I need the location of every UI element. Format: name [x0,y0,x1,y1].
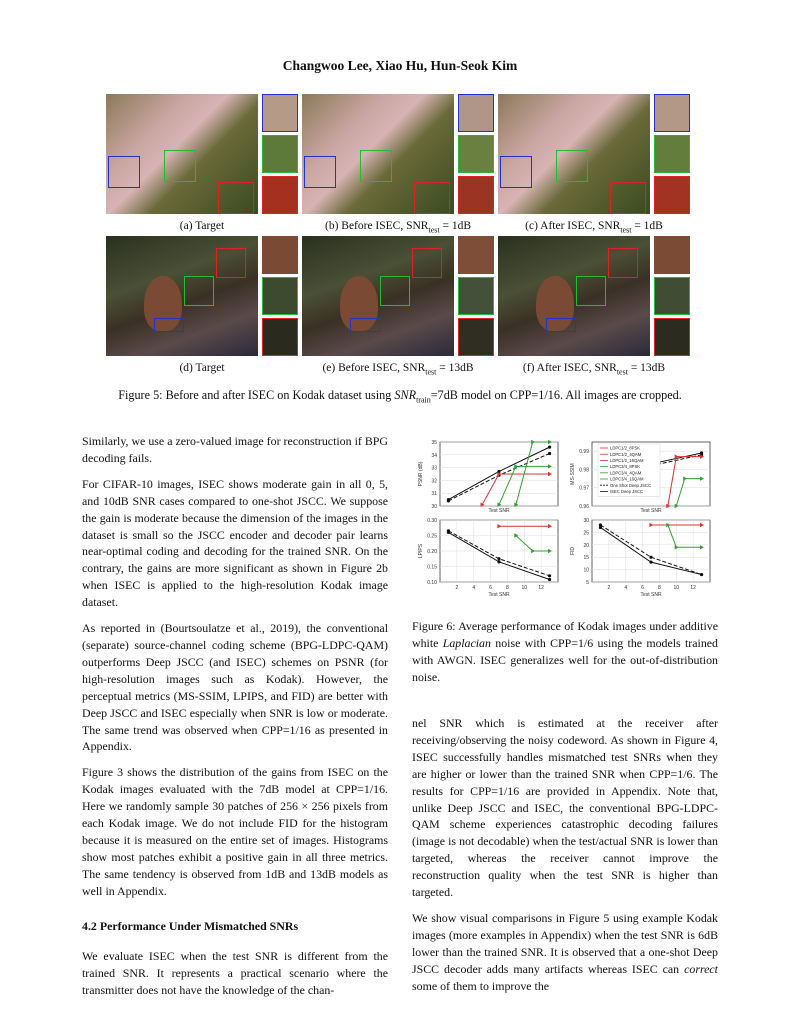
y-tick-label: 0.20 [427,549,437,555]
crop-red [458,318,494,356]
y-axis-label: FID [570,546,576,556]
y-tick-label: 0.10 [427,580,437,586]
crop-box-red [608,248,638,278]
figure6 [412,436,718,608]
data-point [649,556,652,559]
crop-green [458,135,494,173]
data-point [497,560,500,563]
page-header: Changwoo Lee, Xiao Hu, Hun-Seok Kim [282,58,518,73]
crop-green [262,277,298,315]
y-tick-label: 0.15 [427,564,437,571]
y-tick-label: 25 [583,530,589,537]
crop-red [262,318,298,356]
left-column [82,433,388,1008]
x-tick-label: 8 [506,585,509,591]
crop-box-blue [350,318,380,332]
crop-box-blue [154,318,184,332]
y-tick-label: 30 [431,504,437,510]
crop-box-green [184,276,214,306]
crop-blue [654,94,690,132]
crop-box-green [380,276,410,306]
subcaption-d: (d) Target [179,362,225,374]
y-tick-label: 32 [431,478,437,485]
crop-box-green [556,150,588,182]
flower-image [302,94,454,214]
x-tick-label: 4 [624,585,628,591]
x-tick-label: 12 [690,585,696,591]
y-tick-label: 0.97 [579,485,589,492]
legend-label: LDPC1/2_8PSK [610,445,641,451]
x-axis-label: Test SNR [640,592,662,598]
crop-face [262,236,298,274]
x-tick-label: 6 [489,585,492,591]
crop-green [262,135,298,173]
y-tick-label: 0.25 [427,533,437,540]
paragraph: For CIFAR-10 images, ISEC shows moderate gain in all 0, 5, and 10dB SNR cases compared to one-shot JSCC. We suppose the gain is moderate because the dimension of the images in the dataset is small so the JSCC encoder and decoder pair learns near-optimal coding and decoding for the trained SNR. On the contrary, the gains are more significant as shown in Figure 2b when ISEC is applied to the high-resolution Kodak image dataset. [82,476,388,610]
crop-red [654,176,690,214]
crop-green [458,277,494,315]
x-axis-label: Test SNR [640,508,662,514]
y-tick-label: 5 [586,580,589,586]
figure6-caption: Figure 6: Average performance of Kodak images under additive white Laplacian noise with CPP=1/6 using the models trained with AWGN. ISEC generalizes well for the out-of-distribution noise. [412,619,718,684]
x-tick-label: 4 [472,585,476,591]
data-point [447,498,450,501]
y-tick-label: 30 [583,518,589,524]
y-axis-label: MS-SSIM [570,463,576,485]
legend-label: LDPC1/2_4QAM [610,451,642,457]
y-tick-label: 10 [583,567,589,574]
legend-label: LDPC3/4_4QAM [610,470,642,476]
paragraph: nel SNR which is estimated at the receiver after receiving/observing the noisy codeword. As shown in Figure 4, ISEC successfully handles mismatched test SNRs when they are higher or lower than the trained SNR when CPP=1/6. The results for CPP=1/16 are provided in Appendix. Note that, unlike Deep JSCC and ISEC, the conventional BPG-LDPC-QAM scheme experiences catastrophic decoding failures (image is not decodable) when the test/actual SNR is lower than targeted, whereas the receiver cannot improve the reconstruction quality when the test SNR is higher than targeted. [412,716,718,900]
crop-face [654,236,690,274]
data-point [497,557,500,560]
subcaption-f: (f) After ISEC, $SNR_{test} = 13dB$ [522,362,666,377]
data-point [700,451,703,454]
crop-box-blue [304,156,336,188]
section-title: 4.2 Performance Under Mismatched SNRs [82,918,299,933]
subcaption-c: (c) After ISEC, $SNR_{test} = 1dB$ [525,220,663,235]
crop-box-red [414,182,450,214]
portrait-image [498,236,650,356]
crop-green [654,135,690,173]
crop-face [458,236,494,274]
paragraph: Similarly, we use a zero-valued image for reconstruction if BPG decoding fails. [82,434,388,465]
data-point [447,531,450,534]
y-tick-label: 0.30 [427,518,437,524]
crop-box-blue [500,156,532,188]
y-tick-label: 0.98 [579,467,589,474]
flower-image [498,94,650,214]
flower-image [106,94,258,214]
legend-label: LDPC3/4_8PSK [610,464,641,470]
y-tick-label: 0.96 [579,504,589,510]
subcaption-e: (e) Before ISEC, $SNR_{test} = 13dB$ [322,362,474,377]
crop-red [262,176,298,214]
data-point [548,574,551,577]
right-column [412,715,718,1004]
crop-red [458,176,494,214]
subcaption-a: (a) Target [179,220,225,232]
x-tick-label: 8 [658,585,661,591]
data-point [548,452,551,455]
figure6-svg [412,436,718,608]
crop-green [654,277,690,315]
data-point [700,573,703,576]
x-tick-label: 12 [538,585,544,591]
crop-box-blue [546,318,576,332]
crop-box-blue [108,156,140,188]
crop-box-red [610,182,646,214]
y-axis-label: LPIPS [418,543,424,559]
crop-box-green [360,150,392,182]
paragraph: We show visual comparisons in Figure 5 using example Kodak images (more examples in Appendix) when the test SNR is 6dB lower than the trained SNR. It is observed that a one-shot Deep JSCC decoder adds many artifacts whereas ISEC can correct some of them to improve the [412,910,718,993]
portrait-image [106,236,258,356]
crop-box-red [216,248,246,278]
portrait-image [302,236,454,356]
legend-label: LDPC1/2_16QAM [610,458,644,463]
legend-label: ISEC Deep JSCC [610,489,644,494]
crop-box-green [164,150,196,182]
x-tick-label: 10 [521,585,528,591]
crop-blue [262,94,298,132]
x-tick-label: 2 [455,585,459,591]
crop-box-green [576,276,606,306]
y-axis-label: PSNR (dB) [418,461,424,487]
legend-label: One Shot Deep JSCC [610,482,651,488]
y-tick-label: 31 [431,491,437,498]
data-point [599,526,602,529]
x-tick-label: 6 [641,585,644,591]
y-tick-label: 15 [583,555,589,562]
x-axis-label: Test SNR [488,592,510,598]
x-tick-label: 10 [673,585,680,591]
y-tick-label: 20 [583,542,589,549]
crop-box-red [412,248,442,278]
y-tick-label: 34 [431,452,437,459]
paragraph: As reported in (Bourtsoulatze et al., 2019), the conventional (separate) source-channel coding scheme (BPG-LDPC-QAM) outperforms Deep JSCC (and ISEC) schemes on PSNR (for high-resolution images such as Kodak). However, the perceptual metrics (MS-SSIM, LPIPS, and FID) are better with Deep JSCC and ISEC especially when SNR is low or moderate. The same trend was observed when CPP=1/16 as presented in Appendix. [82,621,388,754]
data-point [548,446,551,449]
data-point [548,578,551,581]
x-axis-label: Test SNR [488,508,510,514]
y-tick-label: 0.99 [579,449,589,456]
crop-red [654,318,690,356]
paragraph: Figure 3 shows the distribution of the gains from ISEC on the Kodak images evaluated with the 7dB model at CPP=1/16. Here we randomly sample 30 patches of 256 × 256 pixels from each Kodak image. We do not include FID for the histogram because it is measured on the entire set of images. Histograms show most patches exhibit a positive gain in all three metrics. The same tendency is observed from 1dB and 13dB models as well in Appendix. [82,765,388,898]
subcaption-b: (b) Before ISEC, $SNR_{test} = 1dB$ [324,220,471,235]
data-point [649,561,652,564]
crop-blue [458,94,494,132]
y-tick-label: 35 [431,440,437,446]
y-tick-label: 33 [431,465,437,472]
paragraph: We evaluate ISEC when the test SNR is different from the trained SNR. It represents a practical scenario where the transmitter does not have the knowledge of the chan- [82,949,388,998]
crop-box-red [218,182,254,214]
figure5-caption: Figure 5: Before and after ISEC on Kodak dataset using $SNR_{train}=7dB$ model on CPP=1/16. All images are cropped. [118,388,682,405]
legend-label: LDPC3/4_16QAM [610,476,644,482]
x-tick-label: 2 [607,585,611,591]
